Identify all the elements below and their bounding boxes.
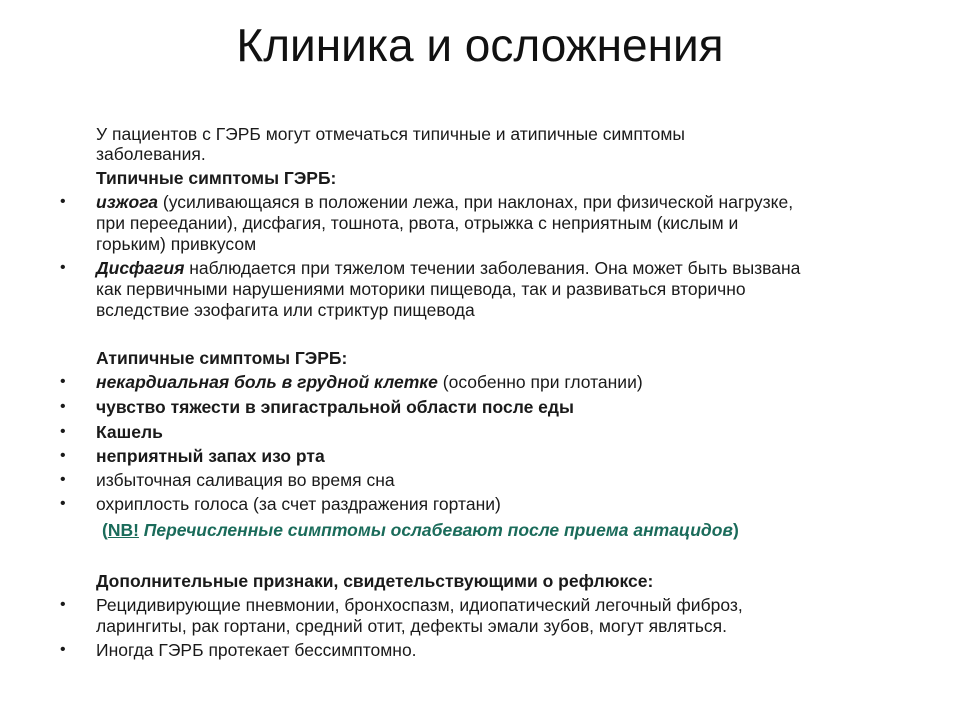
atypical-item-1: некардиальная боль в грудной клетке (особенно при глотании) xyxy=(96,372,643,392)
atypical-heading: Атипичные симптомы ГЭРБ: xyxy=(96,348,348,368)
bullet-icon: • xyxy=(60,471,66,488)
atypical-item-5: избыточная саливация во время сна xyxy=(96,470,395,490)
intro-line-1: У пациентов с ГЭРБ могут отмечаться типичные и атипичные симптомы xyxy=(96,124,685,144)
additional-heading: Дополнительные признаки, свидетельствующими о рефлюксе: xyxy=(96,571,654,591)
nb-note: (NB! Перечисленные симптомы ослабевают после приема антацидов) xyxy=(102,520,739,540)
bullet-icon: • xyxy=(60,193,66,210)
intro-line-2: заболевания. xyxy=(96,144,206,164)
bullet-icon: • xyxy=(60,373,66,390)
atypical-item-6: охриплость голоса (за счет раздражения гортани) xyxy=(96,494,501,514)
atypical-item-4: неприятный запах изо рта xyxy=(96,446,325,466)
bullet-icon: • xyxy=(60,641,66,658)
bullet-icon: • xyxy=(60,259,66,276)
typical-item-2-line-3: вследствие эзофагита или стриктур пищевода xyxy=(96,300,475,320)
bullet-icon: • xyxy=(60,495,66,512)
bullet-icon: • xyxy=(60,423,66,440)
typical-item-1-line-1: изжога (усиливающаяся в положении лежа, при наклонах, при физической нагрузке, xyxy=(96,192,794,212)
additional-item-2: Иногда ГЭРБ протекает бессимптомно. xyxy=(96,640,417,660)
atypical-item-2: чувство тяжести в эпигастральной области после еды xyxy=(96,397,574,417)
additional-item-1-line-2: ларингиты, рак гортани, средний отит, дефекты эмали зубов, могут являться. xyxy=(96,616,727,636)
typical-item-2-line-2: как первичными нарушениями моторики пищевода, так и развиваться вторично xyxy=(96,279,746,299)
bullet-icon: • xyxy=(60,398,66,415)
typical-heading: Типичные симптомы ГЭРБ: xyxy=(96,168,337,188)
typical-item-1-line-3: горьким) привкусом xyxy=(96,234,257,254)
additional-item-1-line-1: Рецидивирующие пневмонии, бронхоспазм, идиопатический легочный фиброз, xyxy=(96,595,743,615)
typical-item-1-line-2: при переедании), дисфагия, тошнота, рвота, отрыжка с неприятным (кислым и xyxy=(96,213,739,233)
bullet-icon: • xyxy=(60,596,66,613)
slide-title: Клиника и осложнения xyxy=(236,19,724,71)
atypical-item-3: Кашель xyxy=(96,422,163,442)
typical-item-2-line-1: Дисфагия наблюдается при тяжелом течении заболевания. Она может быть вызвана xyxy=(96,258,801,278)
bullet-icon: • xyxy=(60,447,66,464)
